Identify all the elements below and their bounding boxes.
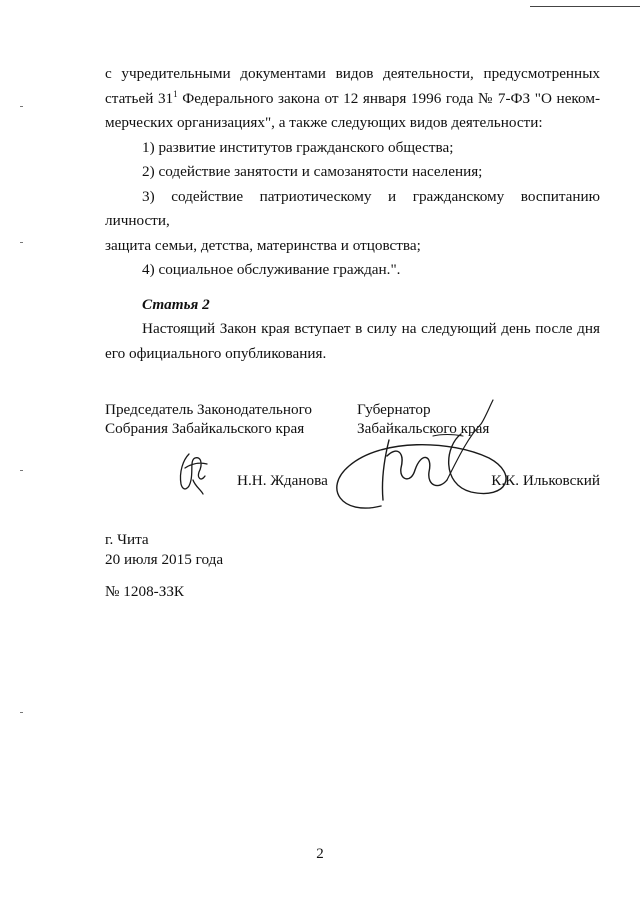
signatory-name: Н.Н. Жданова [237,472,328,489]
superscript: 1 [173,88,178,99]
list-item: 4) социальное обслуживание граждан.". [142,261,401,278]
paragraph-line: с учредительными документами видов деятельности, предусмотренных [105,65,600,82]
city: г. Чита [105,531,149,548]
list-item-continuation: защита семьи, детства, материнства и отцовства; [105,236,421,254]
text-fragment: статьей 31 [105,89,174,107]
margin-mark [20,712,23,713]
paragraph-line [105,87,600,112]
signatory-title: Забайкальского края [357,420,490,437]
signatory-title: Губернатор [357,401,431,418]
document-body [105,62,600,366]
signing-date: 20 июля 2015 года [105,551,224,568]
paragraph-line: его официального опубликования. [105,344,327,362]
page-number: 2 [316,846,324,862]
list-item: 3) содействие патриотическому и гражданскому воспитанию личности, [105,187,600,229]
margin-mark [20,242,23,243]
handwritten-signature-left [175,450,213,496]
handwritten-signature-right [321,396,521,528]
margin-mark [20,470,23,471]
list-item: 2) содействие занятости и самозанятости населения; [142,163,483,180]
paragraph-line: мерческих организациях", а также следующих видов деятельности: [105,114,543,131]
list-item: 1) развитие институтов гражданского общества; [142,138,454,156]
place-and-date [105,530,223,570]
top-edge-line [530,6,640,7]
signatory-title: Собрания Забайкальского края [105,420,305,437]
text-fragment: Федерального закона от 12 января 1996 года № 7-ФЗ "О неком- [177,89,601,107]
signatory-name: К.К. Ильковский [491,472,600,489]
left-signatory [105,400,345,438]
signatory-title: Председатель Законодательного [105,401,313,418]
paragraph-line: Настоящий Закон края вступает в силу на следующий день после дня [142,320,600,337]
document-number: № 1208-ЗЗК [105,583,185,600]
article-heading: Статья 2 [142,295,210,313]
margin-mark [20,106,23,107]
